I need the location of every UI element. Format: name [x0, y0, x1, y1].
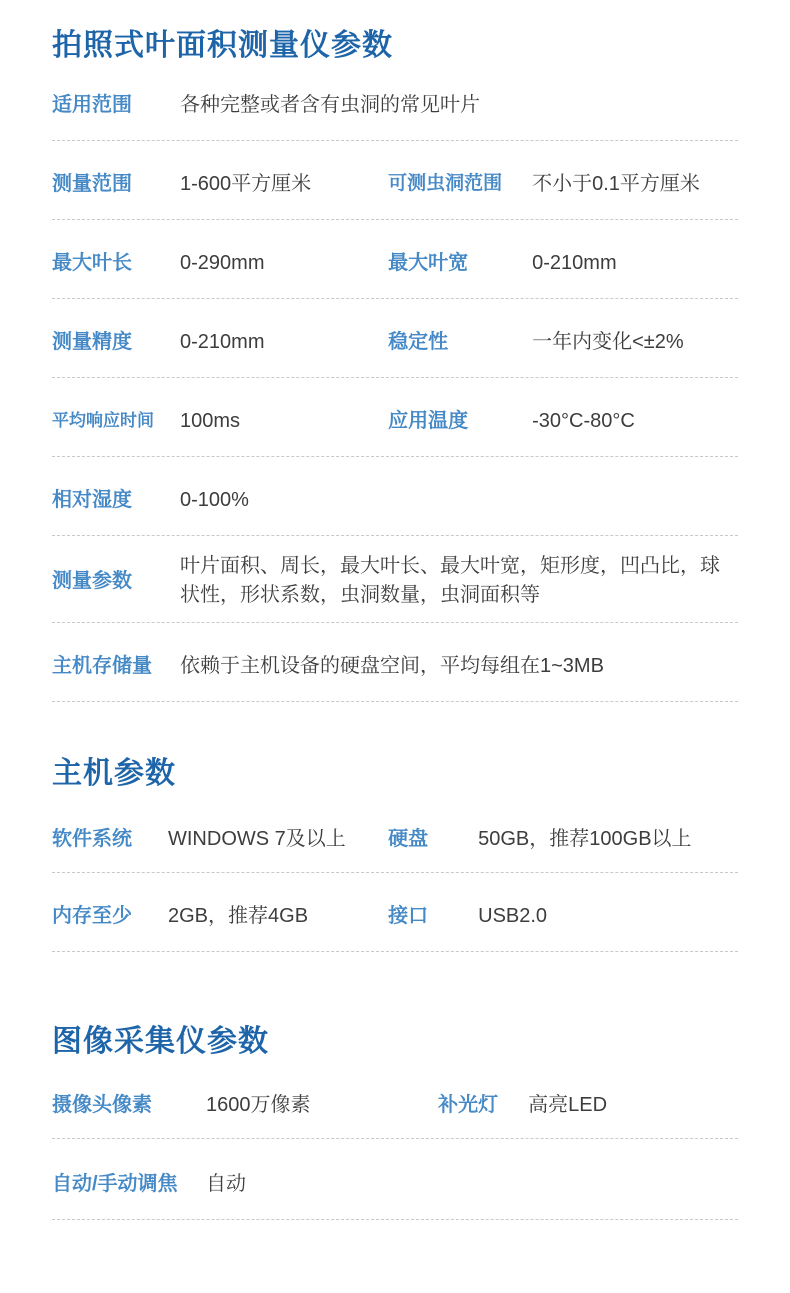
spec-label: 自动/手动调焦: [52, 1173, 178, 1195]
spec-label: 测量精度: [52, 331, 132, 353]
spec-value: 1-600平方厘米: [180, 173, 312, 195]
row-response-temperature: [52, 378, 738, 457]
spec-label: 软件系统: [52, 828, 132, 850]
spec-value: WINDOWS 7及以上: [168, 828, 346, 850]
spec-cell-full: [52, 552, 738, 610]
spec-cell-full: [52, 653, 738, 679]
spec-cell-right: [388, 171, 738, 197]
spec-cell-right: [388, 903, 738, 929]
spec-label: 摄像头像素: [52, 1094, 152, 1116]
spec-cell-full: [52, 92, 738, 118]
spec-label: 测量范围: [52, 173, 132, 195]
row-measure-params: [52, 536, 738, 623]
spec-value: 1600万像素: [206, 1094, 311, 1116]
row-max-leaf-size: [52, 220, 738, 299]
spec-value: 0-290mm: [180, 252, 265, 274]
spec-cell-left: [52, 408, 388, 434]
spec-cell-full: [52, 487, 738, 513]
spec-label: 适用范围: [52, 94, 132, 116]
spec-cell-left: [52, 826, 388, 852]
spec-value: 高亮LED: [528, 1094, 608, 1116]
row-memory-interface: [52, 873, 738, 952]
spec-cell-left: [52, 903, 388, 929]
spec-value: 0-210mm: [532, 252, 617, 274]
camera-params-title: 图像采集仪参数: [52, 1025, 269, 1058]
spec-value: 不小于0.1平方厘米: [532, 173, 700, 195]
section-host-params: [52, 756, 738, 952]
spec-cell-left: [52, 1092, 388, 1118]
row-software-disk: [52, 792, 738, 873]
spec-label: 稳定性: [388, 331, 449, 353]
row-camera-light: [52, 1060, 738, 1139]
spec-cell-left: [52, 250, 388, 276]
spec-cell-right: [388, 250, 738, 276]
row-focus: [52, 1139, 738, 1220]
spec-label: 补光灯: [438, 1094, 499, 1116]
spec-sheet-page: [0, 28, 790, 1293]
instrument-params-title: 拍照式叶面积测量仪参数: [52, 29, 393, 62]
spec-cell-left: [52, 329, 388, 355]
spec-cell-right: [388, 826, 738, 852]
spec-label: 主机存储量: [52, 655, 152, 677]
row-host-storage: [52, 623, 738, 702]
spec-value: 100ms: [180, 410, 241, 432]
section-camera-params: [52, 1024, 738, 1220]
spec-value: 0-100%: [180, 489, 249, 511]
spec-label: 测量参数: [52, 570, 132, 592]
row-applicable-range: [52, 64, 738, 141]
spec-label: 相对湿度: [52, 489, 132, 511]
spec-value: 50GB，推荐100GB以上: [478, 828, 692, 850]
spec-label: 硬盘: [388, 828, 429, 850]
spec-value: 叶片面积、周长，最大叶长、最大叶宽，矩形度，凹凸比，球状性，形状系数，虫洞数量，虫洞面积等: [180, 555, 720, 606]
row-measure-range: [52, 141, 738, 220]
spec-label: 内存至少: [52, 905, 132, 927]
spec-value: 依赖于主机设备的硬盘空间，平均每组在1~3MB: [180, 655, 604, 677]
section-instrument-params: [52, 28, 738, 702]
spec-value: -30°C-80°C: [532, 410, 635, 432]
spec-value: 2GB，推荐4GB: [168, 905, 309, 927]
spec-value: 0-210mm: [180, 331, 265, 353]
row-accuracy-stability: [52, 299, 738, 378]
host-params-title: 主机参数: [52, 757, 176, 790]
spec-cell-left: [52, 171, 388, 197]
spec-label: 接口: [388, 905, 429, 927]
spec-value: 一年内变化<±2%: [532, 331, 684, 353]
spec-cell-right: [388, 329, 738, 355]
spec-label: 可测虫洞范围: [388, 173, 503, 194]
row-humidity: [52, 457, 738, 536]
spec-cell-full: [52, 1171, 738, 1197]
spec-label: 最大叶长: [52, 252, 132, 274]
spec-label: 平均响应时间: [52, 411, 154, 430]
spec-value: 各种完整或者含有虫洞的常见叶片: [180, 94, 480, 116]
spec-value: USB2.0: [478, 905, 548, 927]
spec-value: 自动: [206, 1173, 246, 1195]
spec-label: 最大叶宽: [388, 252, 469, 274]
spec-cell-right: [388, 1092, 738, 1118]
spec-label: 应用温度: [388, 410, 469, 432]
spec-cell-right: [388, 408, 738, 434]
